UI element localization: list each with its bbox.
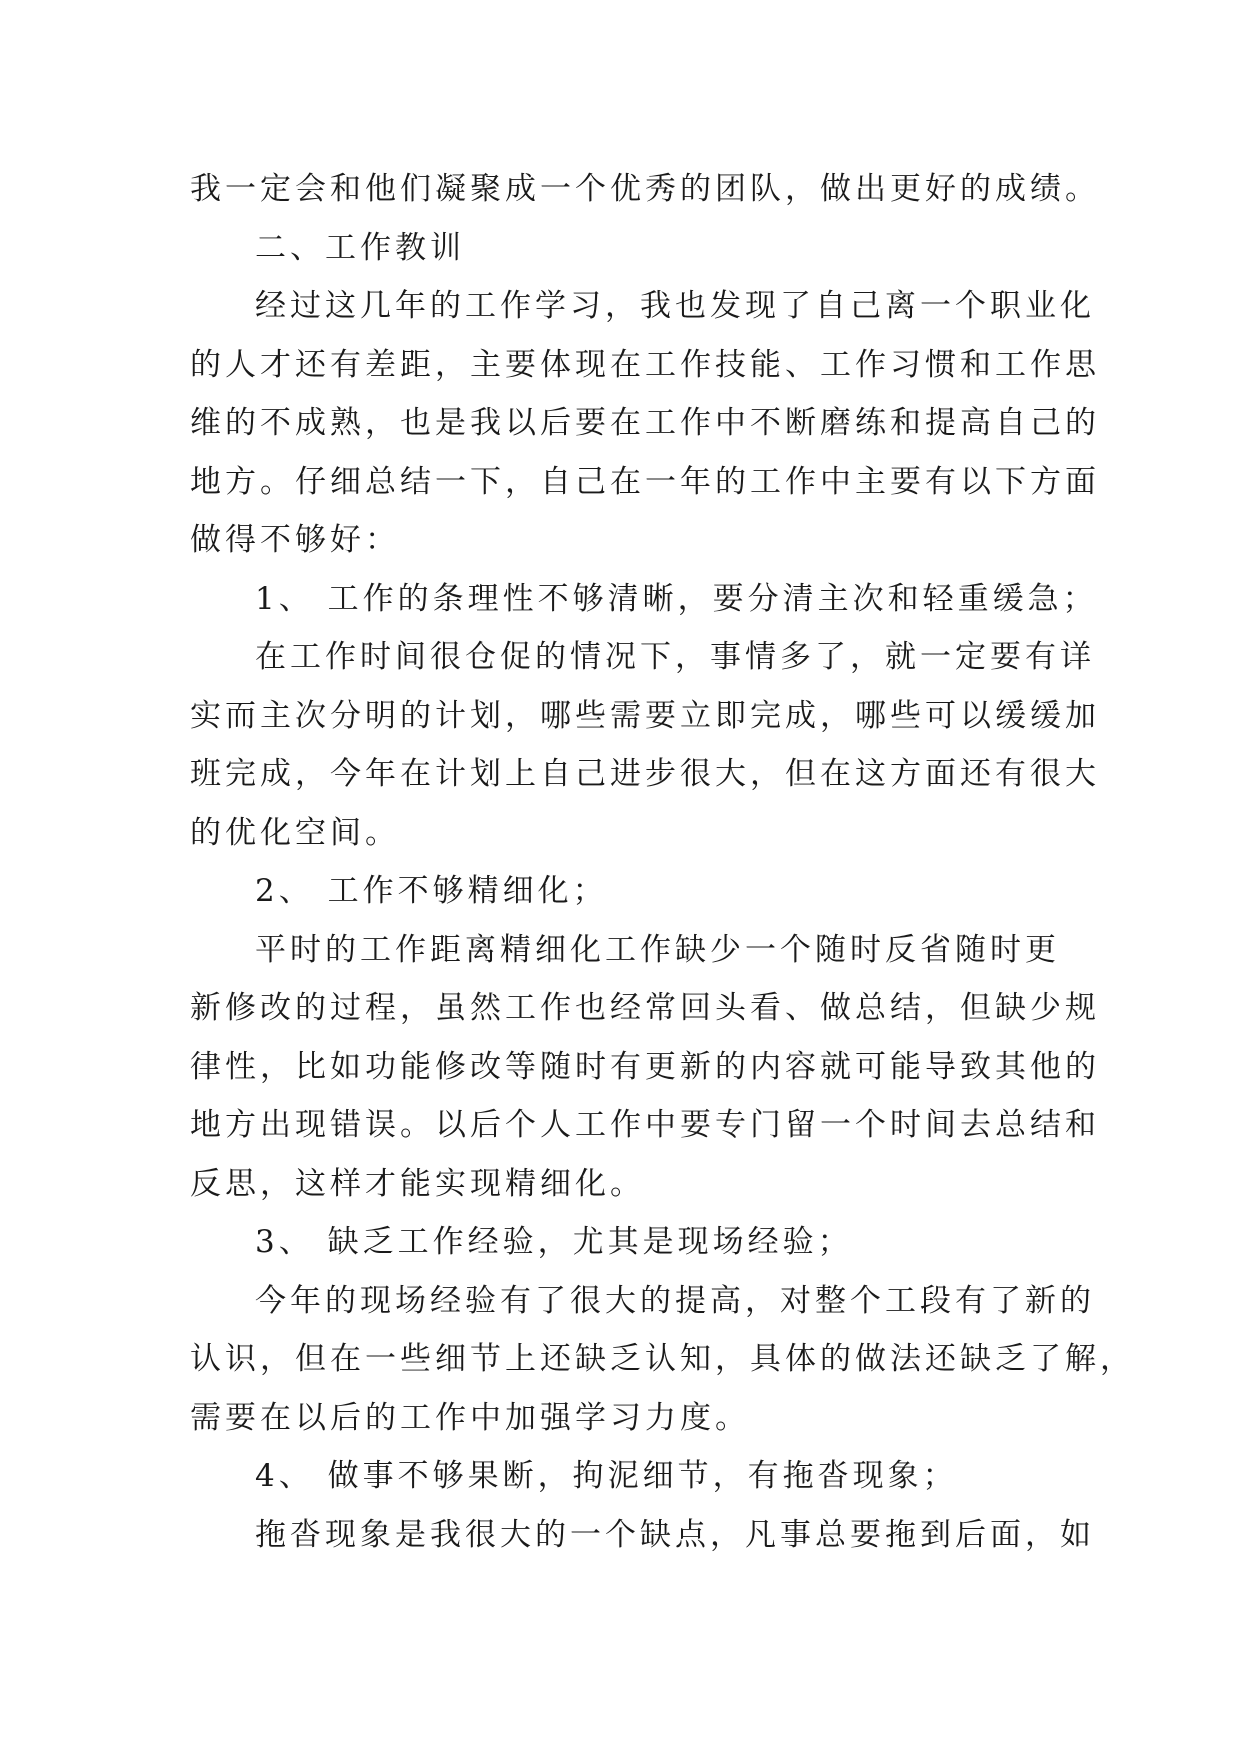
text-line: 我一定会和他们凝聚成一个优秀的团队，做出更好的成绩。	[190, 171, 1100, 207]
text-line: 做得不够好：	[190, 522, 400, 558]
list-item-heading: 4、 做事不够果断，拘泥细节，有拖沓现象；	[255, 1458, 958, 1494]
text-line: 今年的现场经验有了很大的提高，对整个工段有了新的	[255, 1282, 1095, 1319]
list-item-heading: 3、 缺乏工作经验，尤其是现场经验；	[255, 1224, 853, 1260]
text-line: 平时的工作距离精细化工作缺少一个随时反省随时更	[255, 931, 1060, 968]
text-line: 维的不成熟，也是我以后要在工作中不断磨练和提高自己的	[190, 405, 1100, 441]
text-line: 律性，比如功能修改等随时有更新的内容就可能导致其他的	[190, 1048, 1100, 1085]
text-line: 需要在以后的工作中加强学习力度。	[190, 1399, 750, 1436]
text-line: 反思，这样才能实现精细化。	[190, 1165, 645, 1202]
text-line: 认识，但在一些细节上还缺乏认知，具体的做法还缺乏了解，	[190, 1341, 1135, 1377]
document-body	[190, 160, 1135, 1564]
list-item-heading: 2、 工作不够精细化；	[255, 873, 608, 909]
text-line: 的优化空间。	[190, 814, 400, 851]
list-item-heading: 1、 工作的条理性不够清晰，要分清主次和轻重缓急；	[255, 580, 1098, 617]
text-line: 班完成，今年在计划上自己进步很大，但在这方面还有很大	[190, 756, 1100, 792]
text-line: 新修改的过程，虽然工作也经常回头看、做总结，但缺少规	[190, 990, 1100, 1026]
text-line: 经过这几年的工作学习，我也发现了自己离一个职业化	[255, 288, 1095, 324]
text-line: 的人才还有差距，主要体现在工作技能、工作习惯和工作思	[190, 346, 1100, 383]
text-line: 在工作时间很仓促的情况下，事情多了，就一定要有详	[255, 639, 1095, 675]
text-line: 拖沓现象是我很大的一个缺点，凡事总要拖到后面，如	[255, 1516, 1095, 1553]
section-heading: 二、工作教训	[255, 229, 465, 266]
text-line: 地方。仔细总结一下，自己在一年的工作中主要有以下方面	[190, 463, 1100, 500]
text-line: 地方出现错误。以后个人工作中要专门留一个时间去总结和	[190, 1107, 1100, 1143]
text-line: 实而主次分明的计划，哪些需要立即完成，哪些可以缓缓加	[190, 697, 1100, 734]
